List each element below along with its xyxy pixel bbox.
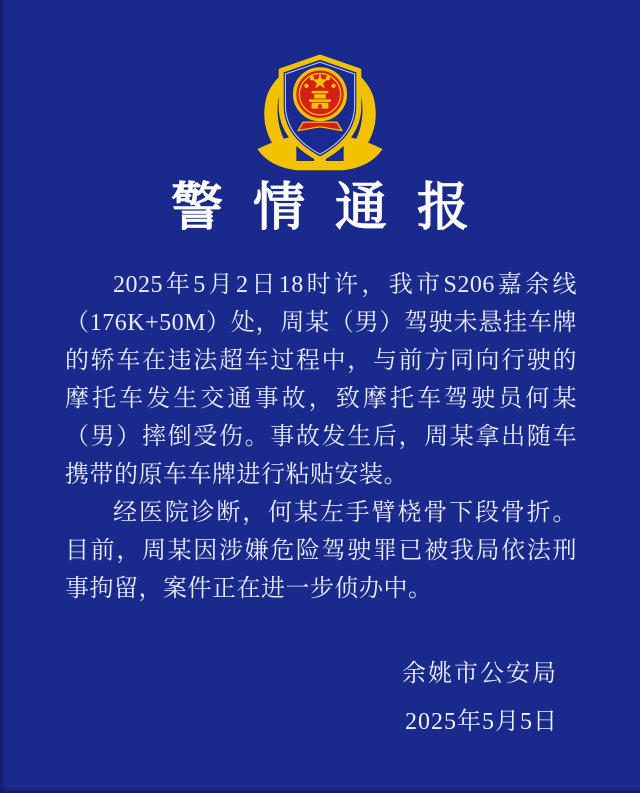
police-badge-icon xyxy=(244,52,396,172)
issuing-authority: 余姚市公安局 xyxy=(402,661,558,687)
bottom-edge-shade xyxy=(0,787,640,793)
notice-body xyxy=(0,266,640,608)
notice-paragraph-2: 经医院诊断，何某左手臂桡骨下段骨折。目前，周某因涉嫌危险驾驶罪已被我局依法刑事拘留，案件正在进一步侦办中。 xyxy=(65,500,577,602)
notice-paragraph-1: 2025年5月2日18时许，我市S206嘉余线（176K+50M）处，周某（男）驾驶未悬挂车牌的轿车在违法超车过程中，与前方同向行驶的摩托车发生交通事故，致摩托车驾驶员何某（男）摔倒受伤。事故发生后，周某拿出随车携带的原车车牌进行粘贴安装。 xyxy=(65,272,577,488)
signature-block xyxy=(402,660,558,736)
notice-title: 警情通报 xyxy=(170,180,499,237)
issue-date: 2025年5月5日 xyxy=(405,709,558,735)
